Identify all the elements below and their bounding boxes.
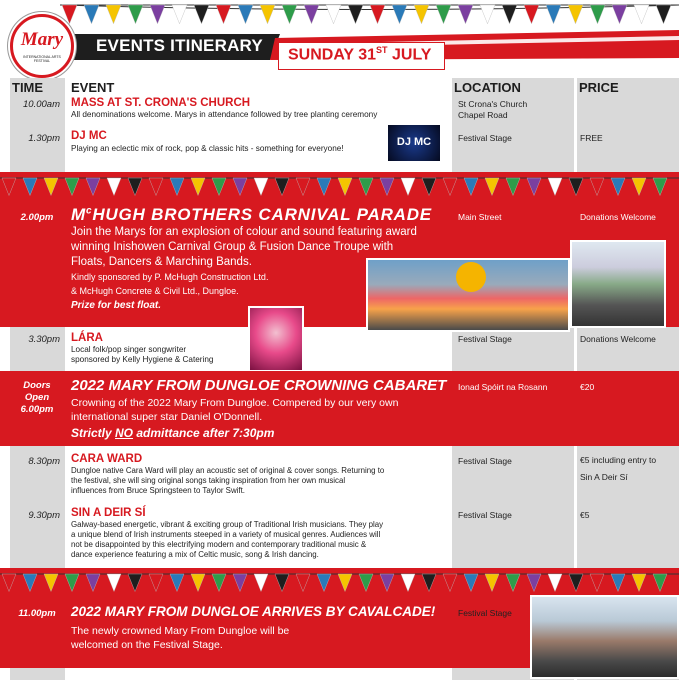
bunting-flag [527,574,541,592]
event-desc: the festival, she will sing original songs taking inspiration from her own musical [71,476,346,485]
bunting-flag [380,574,394,592]
bunting-flag [86,178,100,196]
event-desc: winning Inishowen Carnival Group & Fusion Dance Troupe with [71,241,394,253]
bunting-flag [485,574,499,592]
bunting-flag [170,178,184,196]
event-location: Festival Stage [458,133,512,143]
event-title: LÁRA [71,332,103,344]
bunting-flag [275,178,289,196]
bunting-flag [86,574,100,592]
event-location: Festival Stage [458,456,512,466]
bunting-flag [653,574,667,592]
bunting-flag [2,178,16,196]
bunting-flag [359,574,373,592]
event-time: 8.30pm [28,456,60,467]
bunting-flag [233,574,247,592]
event-desc: Playing an eclectic mix of rock, pop & classic hits - something for everyone! [71,144,344,153]
bunting-flag [62,5,77,24]
bunting-flag [170,574,184,592]
event-desc: Floats, Dancers & Marching Bands. [71,256,252,268]
event-title: 2022 MARY FROM DUNGLOE ARRIVES BY CAVALCADE! [71,604,436,619]
header [0,0,679,75]
event-price: Donations Welcome [580,334,656,344]
event-price: €5 including entry to [580,455,657,465]
bunting-flag [317,178,331,196]
bunting-flag [401,574,415,592]
event-desc: a unique blend of Irish instruments steeped in a variety of musical genres. Audiences will [71,530,381,539]
bunting-flag [106,5,121,24]
bunting-flag [590,5,605,24]
banner-title: EVENTS ITINERARY [96,36,263,55]
bunting-flag [212,574,226,592]
cavalcade-photo [530,595,679,679]
bunting-flag [632,178,646,196]
bunting-parade [0,172,679,202]
bunting-flag [317,574,331,592]
bunting-flag [107,574,121,592]
bunting-flag [238,5,253,24]
bunting-flag [254,574,268,592]
bunting-flag [338,178,352,196]
bunting-flag [44,178,58,196]
bunting-flag [23,574,37,592]
bunting-flag [84,5,99,24]
bunting-flag [524,5,539,24]
notice-suffix: admittance after 7:30pm [133,426,275,440]
event-desc: Crowning of the 2022 Mary From Dungloe. Compered by our very own [71,397,399,409]
bunting-flag [502,5,517,24]
event-title: MASS AT ST. CRONA'S CHURCH [71,97,251,109]
bunting-flag [149,574,163,592]
bunting-flag [296,574,310,592]
bunting-flag [458,5,473,24]
event-time: 3.30pm [28,334,60,345]
event-desc: influences from Bruce Springsteen to Taylor Swift. [71,486,245,495]
event-title [71,205,432,225]
bunting-flag [107,178,121,196]
event-location: Chapel Road [458,110,508,120]
bunting-flag [634,5,649,24]
bunting-flag [569,574,583,592]
date-suffix: JULY [387,46,432,64]
event-location: St Crona's Church [458,99,528,109]
date-label [288,45,431,64]
bunting-cavalcade [0,568,679,598]
bunting-flag [632,574,646,592]
logo-subtext: INTERNATIONAL ARTS FESTIVAL [23,55,61,63]
bunting-flag [128,5,143,24]
bunting-flag [653,178,667,196]
bunting-flag [414,5,429,24]
bunting-flag [464,574,478,592]
sponsor-text: & McHugh Concrete & Civil Ltd., Dungloe. [71,286,239,296]
bunting-flag [568,5,583,24]
bunting-flag [590,178,604,196]
bunting-flag [422,178,436,196]
event-title: DJ MC [71,130,107,142]
event-location: Main Street [458,212,502,222]
event-location: Festival Stage [458,608,512,618]
bunting-flag [128,178,142,196]
event-desc: Dungloe native Cara Ward will play an acoustic set of original & cover songs. Returning to [71,466,385,475]
dj-mc-label: DJ MC [396,136,432,148]
event-time: Doors [23,380,51,391]
notice-no: NO [115,426,134,440]
prize-text: Prize for best float. [71,300,162,311]
title-main: HUGH BROTHERS CARNIVAL PARADE [92,205,432,224]
bunting-flag [422,574,436,592]
bunting-flag [304,5,319,24]
bunting-flag [150,5,165,24]
bunting-flag [194,5,209,24]
event-desc: welcomed on the Festival Stage. [71,639,223,651]
bunting-flag [480,5,495,24]
bunting-flag [443,178,457,196]
bunting-flag [212,178,226,196]
bunting-flag [401,178,415,196]
bunting-flag [149,178,163,196]
date-prefix: SUNDAY 31 [288,46,377,64]
bunting-flag [548,574,562,592]
event-title: CARA WARD [71,453,143,465]
bunting-flag [65,574,79,592]
bunting-flag [464,178,478,196]
bunting-flag [23,178,37,196]
column-header-time: TIME [12,80,44,95]
bunting-flag [443,574,457,592]
bunting-flag [656,5,671,24]
event-desc: sponsored by Kelly Hygiene & Catering [71,355,214,364]
bunting-top [60,0,679,34]
bunting-flag [191,178,205,196]
parade-photo [366,258,570,332]
event-desc: The newly crowned Mary From Dungloe will be [71,625,290,637]
bunting-flag [392,5,407,24]
bunting-flag [128,574,142,592]
parade-sun-shape [456,262,486,292]
event-location: Festival Stage [458,334,512,344]
event-location: Ionad Spóirt na Rosann [458,382,548,392]
event-time: 11.00pm [18,608,56,619]
bunting-flag [548,178,562,196]
logo-text: Mary [20,29,64,50]
lara-photo [248,306,304,372]
bunting-flag [44,574,58,592]
event-title: SIN A DEIR SÍ [71,507,146,519]
bunting-flag [546,5,561,24]
bunting-flag [326,5,341,24]
bunting-flag [282,5,297,24]
column-header-location: LOCATION [454,80,521,95]
bunting-flag [485,178,499,196]
event-price: FREE [580,133,603,143]
event-desc: Join the Marys for an explosion of colour and sound featuring award [71,226,417,238]
bunting-flag [370,5,385,24]
event-time: 2.00pm [20,212,54,223]
event-title: 2022 MARY FROM DUNGLOE CROWNING CABARET [71,377,447,394]
bunting-flag [569,178,583,196]
event-price: Donations Welcome [580,212,656,222]
event-time: 1.30pm [28,133,60,144]
festival-logo [10,14,74,78]
event-desc: not be disappointed by this electrifying modern and contemporary traditional music & [71,540,367,549]
column-header-event: EVENT [71,80,115,95]
bunting-flag [191,574,205,592]
bunting-flag [506,574,520,592]
bunting-flag [254,178,268,196]
title-prefix: M [71,205,86,224]
bunting-flag [436,5,451,24]
bunting-flag [2,574,16,592]
bunting-flag [260,5,275,24]
event-desc: Local folk/pop singer songwriter [71,345,187,354]
column-header-price: PRICE [579,80,619,95]
event-location: Festival Stage [458,510,512,520]
event-time: 9.30pm [28,510,60,521]
event-price: €20 [580,382,595,392]
event-time: 6.00pm [20,404,54,415]
crowd-photo [570,240,666,328]
event-price: Sin A Deir Sí [580,472,628,482]
bunting-flag [296,178,310,196]
bunting-flag [590,574,604,592]
notice-prefix: Strictly [71,426,116,440]
bunting-flag [233,178,247,196]
event-time: 10.00am [23,99,60,110]
bunting-flag [348,5,363,24]
dj-mc-image [388,125,440,161]
date-sup: ST [376,45,388,55]
bunting-flag [216,5,231,24]
bunting-flag [611,574,625,592]
bunting-flag [506,178,520,196]
bunting-flag [611,178,625,196]
bunting-flag [359,178,373,196]
event-time: Open [24,392,50,403]
bunting-flag [172,5,187,24]
event-desc: All denominations welcome. Marys in attendance followed by tree planting ceremony [71,110,378,119]
sponsor-text: Kindly sponsored by P. McHugh Construction Ltd. [71,272,269,282]
bunting-flag [338,574,352,592]
bunting-flag [527,178,541,196]
event-price: €5 [580,510,590,520]
bunting-flag [380,178,394,196]
event-desc: Galway-based energetic, vibrant & exciting group of Traditional Irish musicians. They play [71,520,384,529]
bunting-flag [612,5,627,24]
bunting-flag [65,178,79,196]
event-desc: international super star Daniel O'Donnell. [71,411,263,423]
bunting-flag [275,574,289,592]
event-desc: dance experience featuring a mix of Celtic music, song & Irish dancing. [71,550,319,559]
title-sup: c [85,205,93,217]
admittance-notice [71,426,274,440]
